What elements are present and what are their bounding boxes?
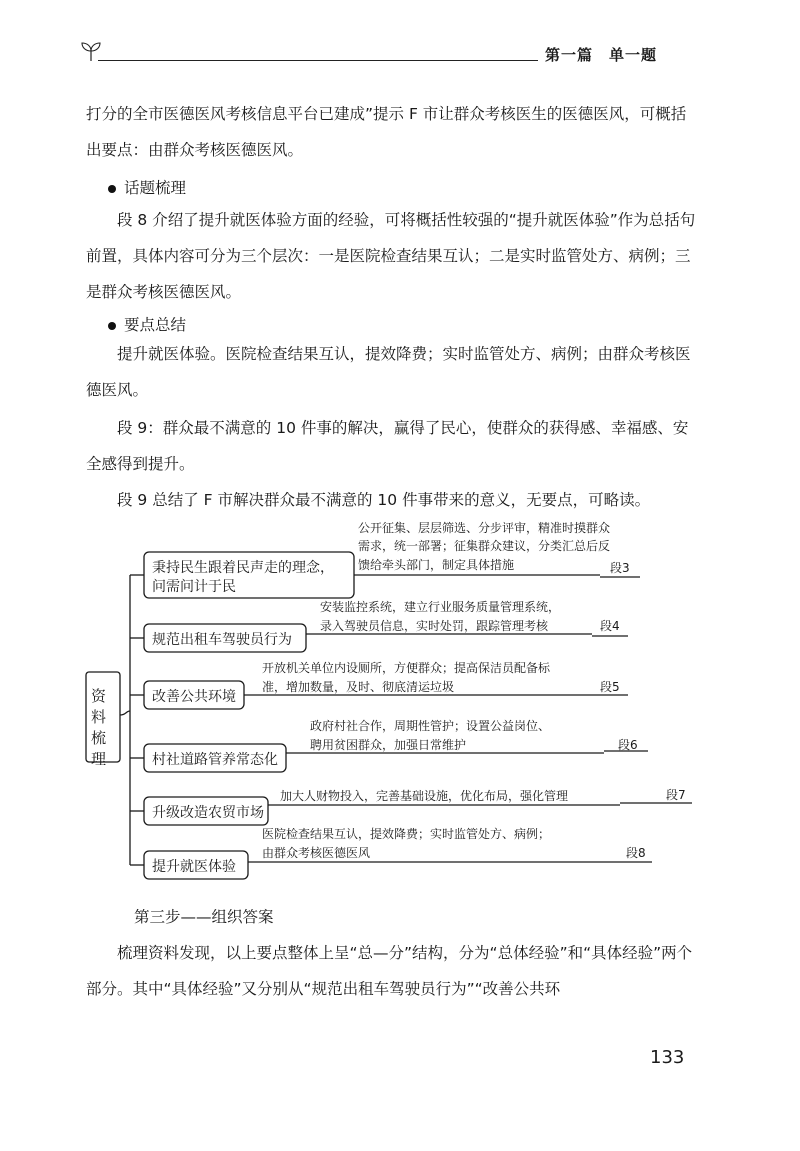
- branch-detail: 准，增加数量，及时、彻底清运垃圾: [262, 680, 455, 694]
- branch-detail: 开放机关单位内设厕所，方便群众；提高保洁员配备标: [262, 661, 551, 675]
- mindmap-root-char: 资: [91, 687, 107, 705]
- paragraph-6: 梳理资料发现，以上要点整体上呈“总—分”结构，分为“总体经验”和“具体经验”两个部分。其中“具体经验”又分别从“规范出租车驾驶员行为”“改善公共环: [86, 944, 693, 998]
- branch-label: 改善公共环境: [152, 689, 236, 705]
- page-number: 133: [650, 1047, 685, 1068]
- branch-ref: 段6: [618, 738, 638, 752]
- mindmap-root-char: 梳: [91, 729, 107, 747]
- branch-detail: 需求，统一部署；征集群众建议，分类汇总后反: [358, 539, 611, 553]
- paragraph-5: 段 9 总结了 F 市解决群众最不满意的 10 件事带来的意义，无要点，可略读。: [117, 491, 651, 509]
- branch-detail: 馈给牵头部门，制定具体措施: [358, 558, 515, 572]
- branch-detail: 聘用贫困群众，加强日常维护: [310, 738, 467, 752]
- branch-label: 升级改造农贸市场: [152, 805, 264, 821]
- branch-detail: 加大人财物投入，完善基础设施，优化布局，强化管理: [280, 789, 569, 803]
- branch-ref: 段3: [610, 561, 630, 575]
- bullet-icon: [108, 185, 116, 193]
- branch-ref: 段4: [600, 619, 620, 633]
- topic-heading: [108, 176, 186, 198]
- bullet-icon: [108, 322, 116, 330]
- branch-label: 规范出租车驾驶员行为: [152, 632, 292, 648]
- branch-ref: 段5: [600, 680, 620, 694]
- branch-ref: 段7: [666, 788, 686, 802]
- summary-heading-text: 要点总结: [124, 316, 187, 334]
- branch-detail: 医院检查结果互认，提效降费；实时监管处方、病例；: [262, 827, 551, 841]
- branch-detail: 录入驾驶员信息，实时处罚，跟踪管理考核: [320, 619, 549, 633]
- branch-detail: 公开征集、层层筛选、分步评审，精准时摸群众: [358, 521, 611, 535]
- branch-label: 村社道路管养常态化: [152, 752, 278, 768]
- header-rule: [98, 60, 538, 61]
- paragraph-3: 提升就医体验。医院检查结果互认，提效降费；实时监管处方、病例；由群众考核医德医风。: [86, 345, 691, 399]
- paragraph-2: 段 8 介绍了提升就医体验方面的经验，可将概括性较强的“提升就医体验”作为总括句前置，具体内容可分为三个层次：一是医院检查结果互认；二是实时监管处方、病例；三是群众考核医德医风。: [86, 211, 696, 301]
- branch-detail: 安装监控系统，建立行业服务质量管理系统，: [320, 600, 561, 614]
- mindmap-root-char: 理: [91, 750, 107, 768]
- sprout-icon: [80, 40, 102, 62]
- step-title: 第三步——组织答案: [134, 908, 274, 926]
- branch-ref: 段8: [626, 846, 646, 860]
- branch-detail: 政府村社合作，周期性管护；设置公益岗位、: [310, 719, 551, 733]
- branch-label: 问需问计于民: [152, 579, 236, 595]
- branch-detail: 由群众考核医德医风: [262, 846, 371, 860]
- branch-label: 秉持民生跟着民声走的理念，: [152, 560, 334, 576]
- mindmap-root-char: 料: [91, 708, 107, 726]
- running-head: 第一篇 单一题: [545, 46, 658, 64]
- mindmap-diagram: [80, 515, 700, 895]
- paragraph-1: 打分的全市医德医风考核信息平台已建成”提示 F 市让群众考核医生的医德医风，可概括出要点：由群众考核医德医风。: [86, 105, 687, 159]
- paragraph-4: 段 9：群众最不满意的 10 件事的解决，赢得了民心，使群众的获得感、幸福感、安全感得到提升。: [86, 419, 689, 473]
- topic-heading-text: 话题梳理: [124, 179, 187, 197]
- branch-label: 提升就医体验: [152, 859, 236, 875]
- summary-heading: [108, 313, 186, 335]
